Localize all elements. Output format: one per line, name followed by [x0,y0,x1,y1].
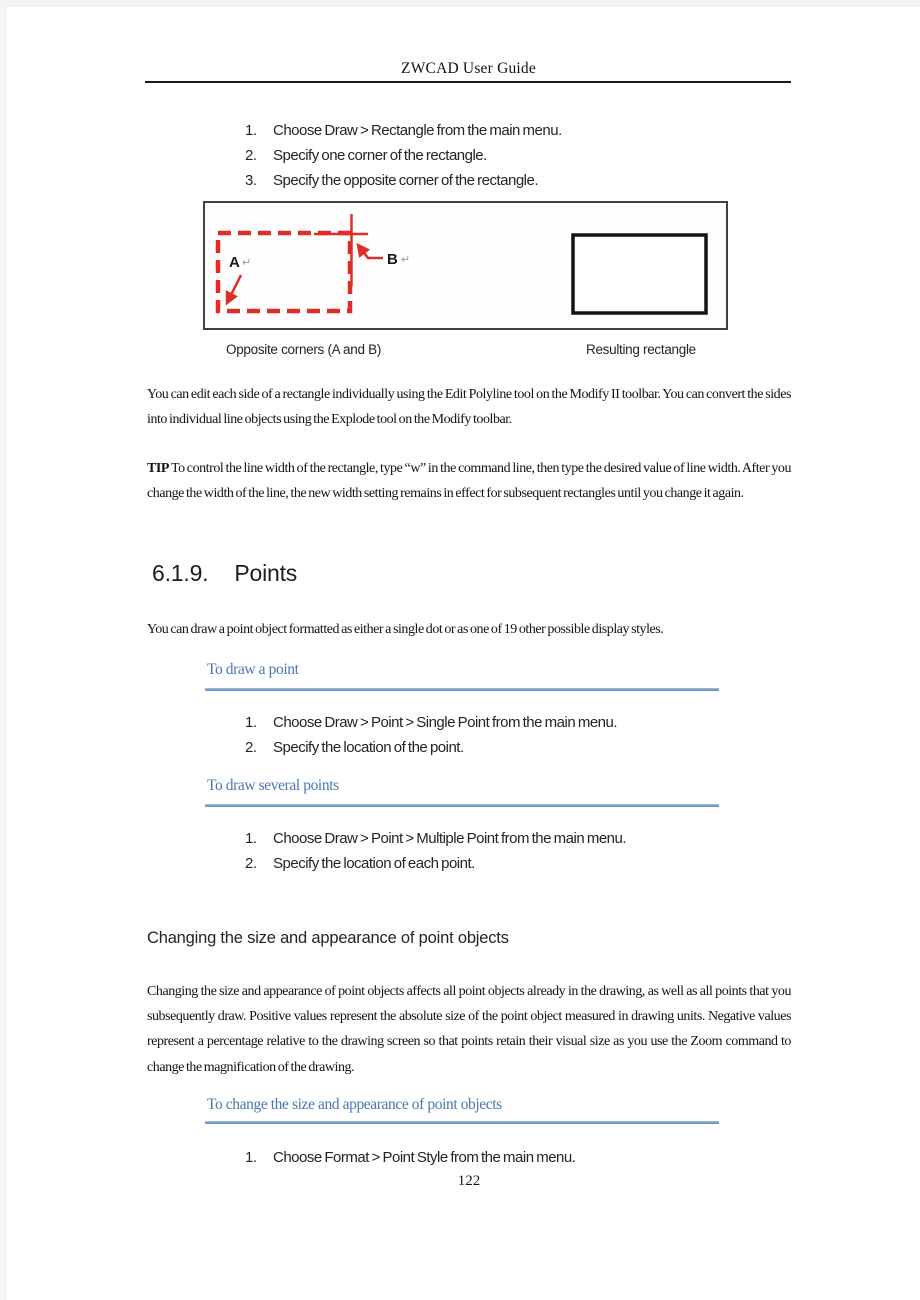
subsection-heading-changing-size: Changing the size and appearance of point objects [147,929,509,947]
figure-rectangle-diagram [203,201,728,330]
list-item-number: 2. [245,147,257,164]
tip-label: TIP [147,461,169,476]
list-item [245,1145,575,1170]
list-item-number: 1. [245,1149,257,1166]
scan-edge [0,0,7,1300]
list-item-text: Specify one corner of the rectangle. [273,147,487,164]
list-item [245,143,562,168]
corner-label-b: B [387,251,398,268]
corner-label-a: A [229,254,240,271]
list-item-text: Specify the opposite corner of the rectangle. [273,172,539,189]
list-item-number: 3. [245,172,257,189]
list-item-number: 1. [245,122,257,139]
list-item-number: 1. [245,830,257,847]
subhead-to-draw-several-points: To draw several points [207,777,339,794]
list-item-text: Choose Draw > Rectangle from the main menu. [273,122,562,139]
dashed-rectangle [218,233,350,311]
paragraph-tip [147,456,791,506]
subhead-to-draw-a-point: To draw a point [207,661,299,678]
section-title: Points [234,560,298,586]
paragraph-points-intro: You can draw a point object formatted as either a single dot or as one of 19 other possible display styles. [147,622,664,637]
list-item [245,826,626,851]
list-item [245,735,617,760]
list-item-number: 2. [245,855,257,872]
list-item-number: 2. [245,739,257,756]
list-item-text: Choose Format > Point Style from the main menu. [273,1149,576,1166]
section-number: 6.1.9. [152,560,209,586]
header-rule [145,81,791,83]
rectangle-diagram-svg [205,203,726,328]
paragraph-edit-sides: You can edit each side of a rectangle individually using the Edit Polyline tool on the Modify II toolbar. You can convert the sides into individual line objects using the Explode tool on the Modify toolbar. [147,387,791,427]
list-item [245,851,626,876]
resulting-rectangle [573,235,706,313]
steps-single-point [245,710,617,760]
return-mark-icon: ↵ [401,254,411,266]
steps-multiple-point [245,826,626,876]
section-heading-points [152,557,297,589]
list-item-text: Specify the location of the point. [273,739,464,756]
steps-point-style [245,1145,575,1170]
list-item-text: Choose Draw > Point > Single Point from the main menu. [273,714,618,731]
subhead-rule [205,804,719,807]
tip-body: To control the line width of the rectangle, type “w” in the command line, then type the desired value of line width. After you change the width of the line, the new width setting remains in effect for subsequent rectangles until you change it again. [147,461,791,501]
figure-caption-right: Resulting rectangle [586,342,696,357]
list-item-text: Specify the location of each point. [273,855,475,872]
page-number: 122 [457,1173,481,1189]
list-item [245,168,562,193]
return-mark-icon: ↵ [242,257,252,269]
list-item-number: 1. [245,714,257,731]
subhead-rule [205,688,719,691]
header-title: ZWCAD User Guide [401,60,536,77]
list-item [245,118,562,143]
scan-edge [0,0,920,7]
list-item [245,710,617,735]
figure-caption-left: Opposite corners (A and B) [226,342,382,357]
arrow-b [358,245,383,258]
subhead-to-change-size: To change the size and appearance of point objects [207,1096,502,1113]
steps-draw-rectangle [245,118,562,193]
subhead-rule [205,1121,719,1124]
arrow-a [227,275,241,303]
list-item-text: Choose Draw > Point > Multiple Point from the main menu. [273,830,627,847]
paragraph-changing-size: Changing the size and appearance of point objects affects all point objects already in the drawing, as well as all points that you subsequently draw. Positive values represent the absolute size of the point object measured in drawing units. Negative values represent a percentage relative to the drawing screen so that points retain their visual size as you use the Zoom command to change the magnification of the drawing. [147,984,791,1075]
